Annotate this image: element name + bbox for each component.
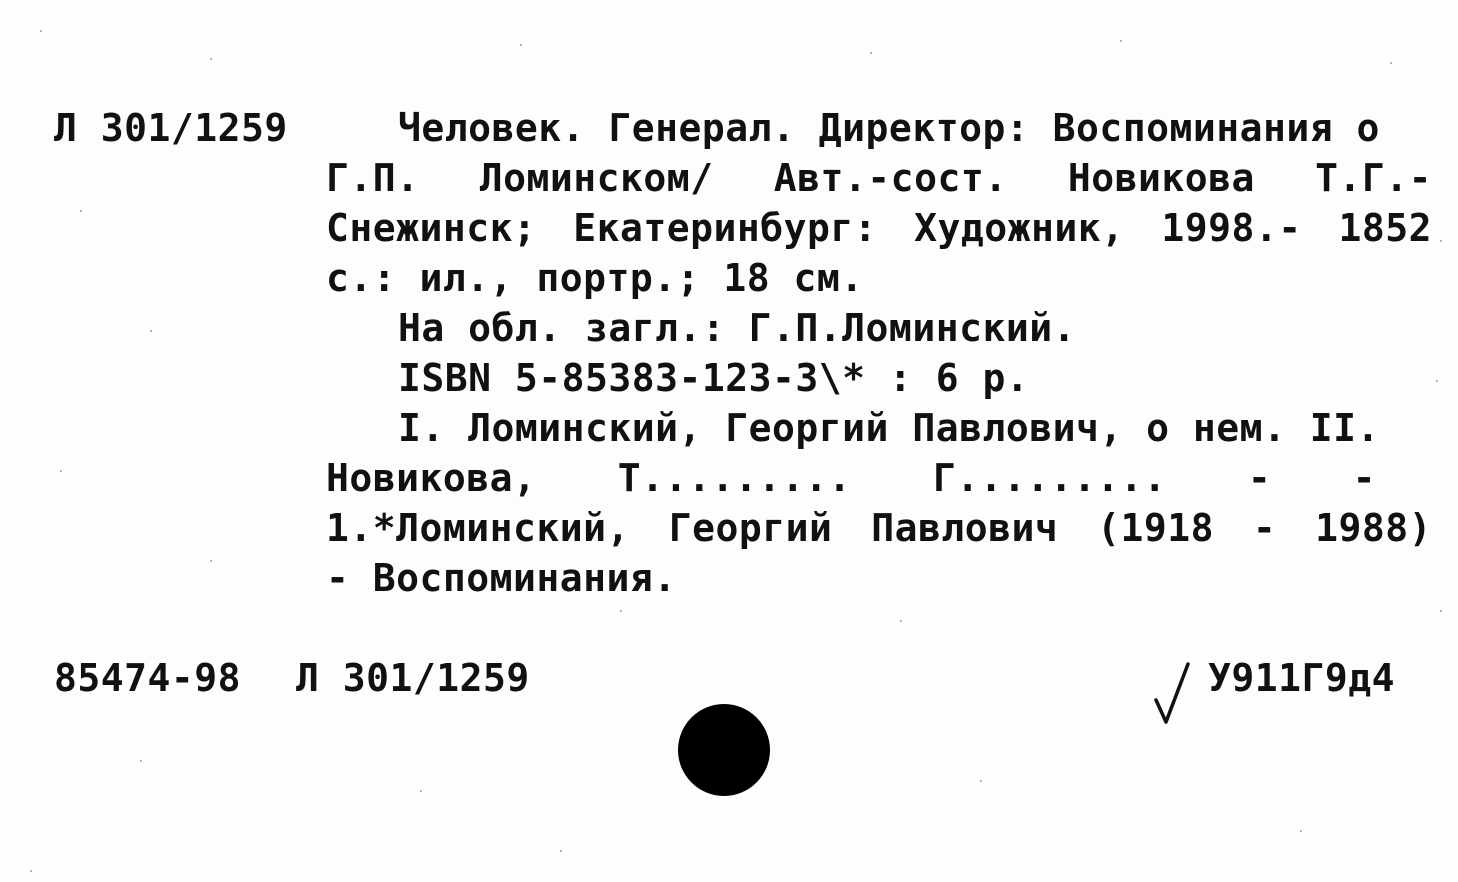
imprint-line: Снежинск; Екатеринбург: Художник, 1998.- 1852: [326, 206, 1432, 250]
tracing-line-1: I. Ломинский, Георгий Павлович, о нем. II.: [398, 406, 1380, 450]
title-line-2: Г.П. Ломинском/ Авт.-сост. Новикова Т.Г.-: [326, 156, 1432, 200]
isbn-line: ISBN 5-85383-123-3\* : 6 р.: [398, 356, 1030, 400]
shelf-mark: Л 301/1259: [54, 106, 288, 150]
card-punch-hole: [678, 704, 770, 796]
physical-description: с.: ил., портр.; 18 см.: [326, 256, 864, 300]
accession-number: 85474-98: [54, 656, 242, 700]
cover-note: На обл. загл.: Г.П.Ломинский.: [398, 306, 1076, 350]
classification-index: У911Г9д4: [1208, 656, 1396, 700]
title-line-1: Человек. Генерал. Директор: Воспоминания о: [398, 106, 1380, 150]
subject-subdivision: - Воспоминания.: [326, 556, 677, 600]
tracing-line-2: Новикова, Т......... Г......... - -: [326, 456, 1376, 500]
check-mark-icon: [1152, 660, 1192, 724]
subject-heading: 1.*Ломинский, Георгий Павлович (1918 - 1988): [326, 506, 1432, 550]
shelf-mark-bottom: Л 301/1259: [296, 656, 530, 700]
